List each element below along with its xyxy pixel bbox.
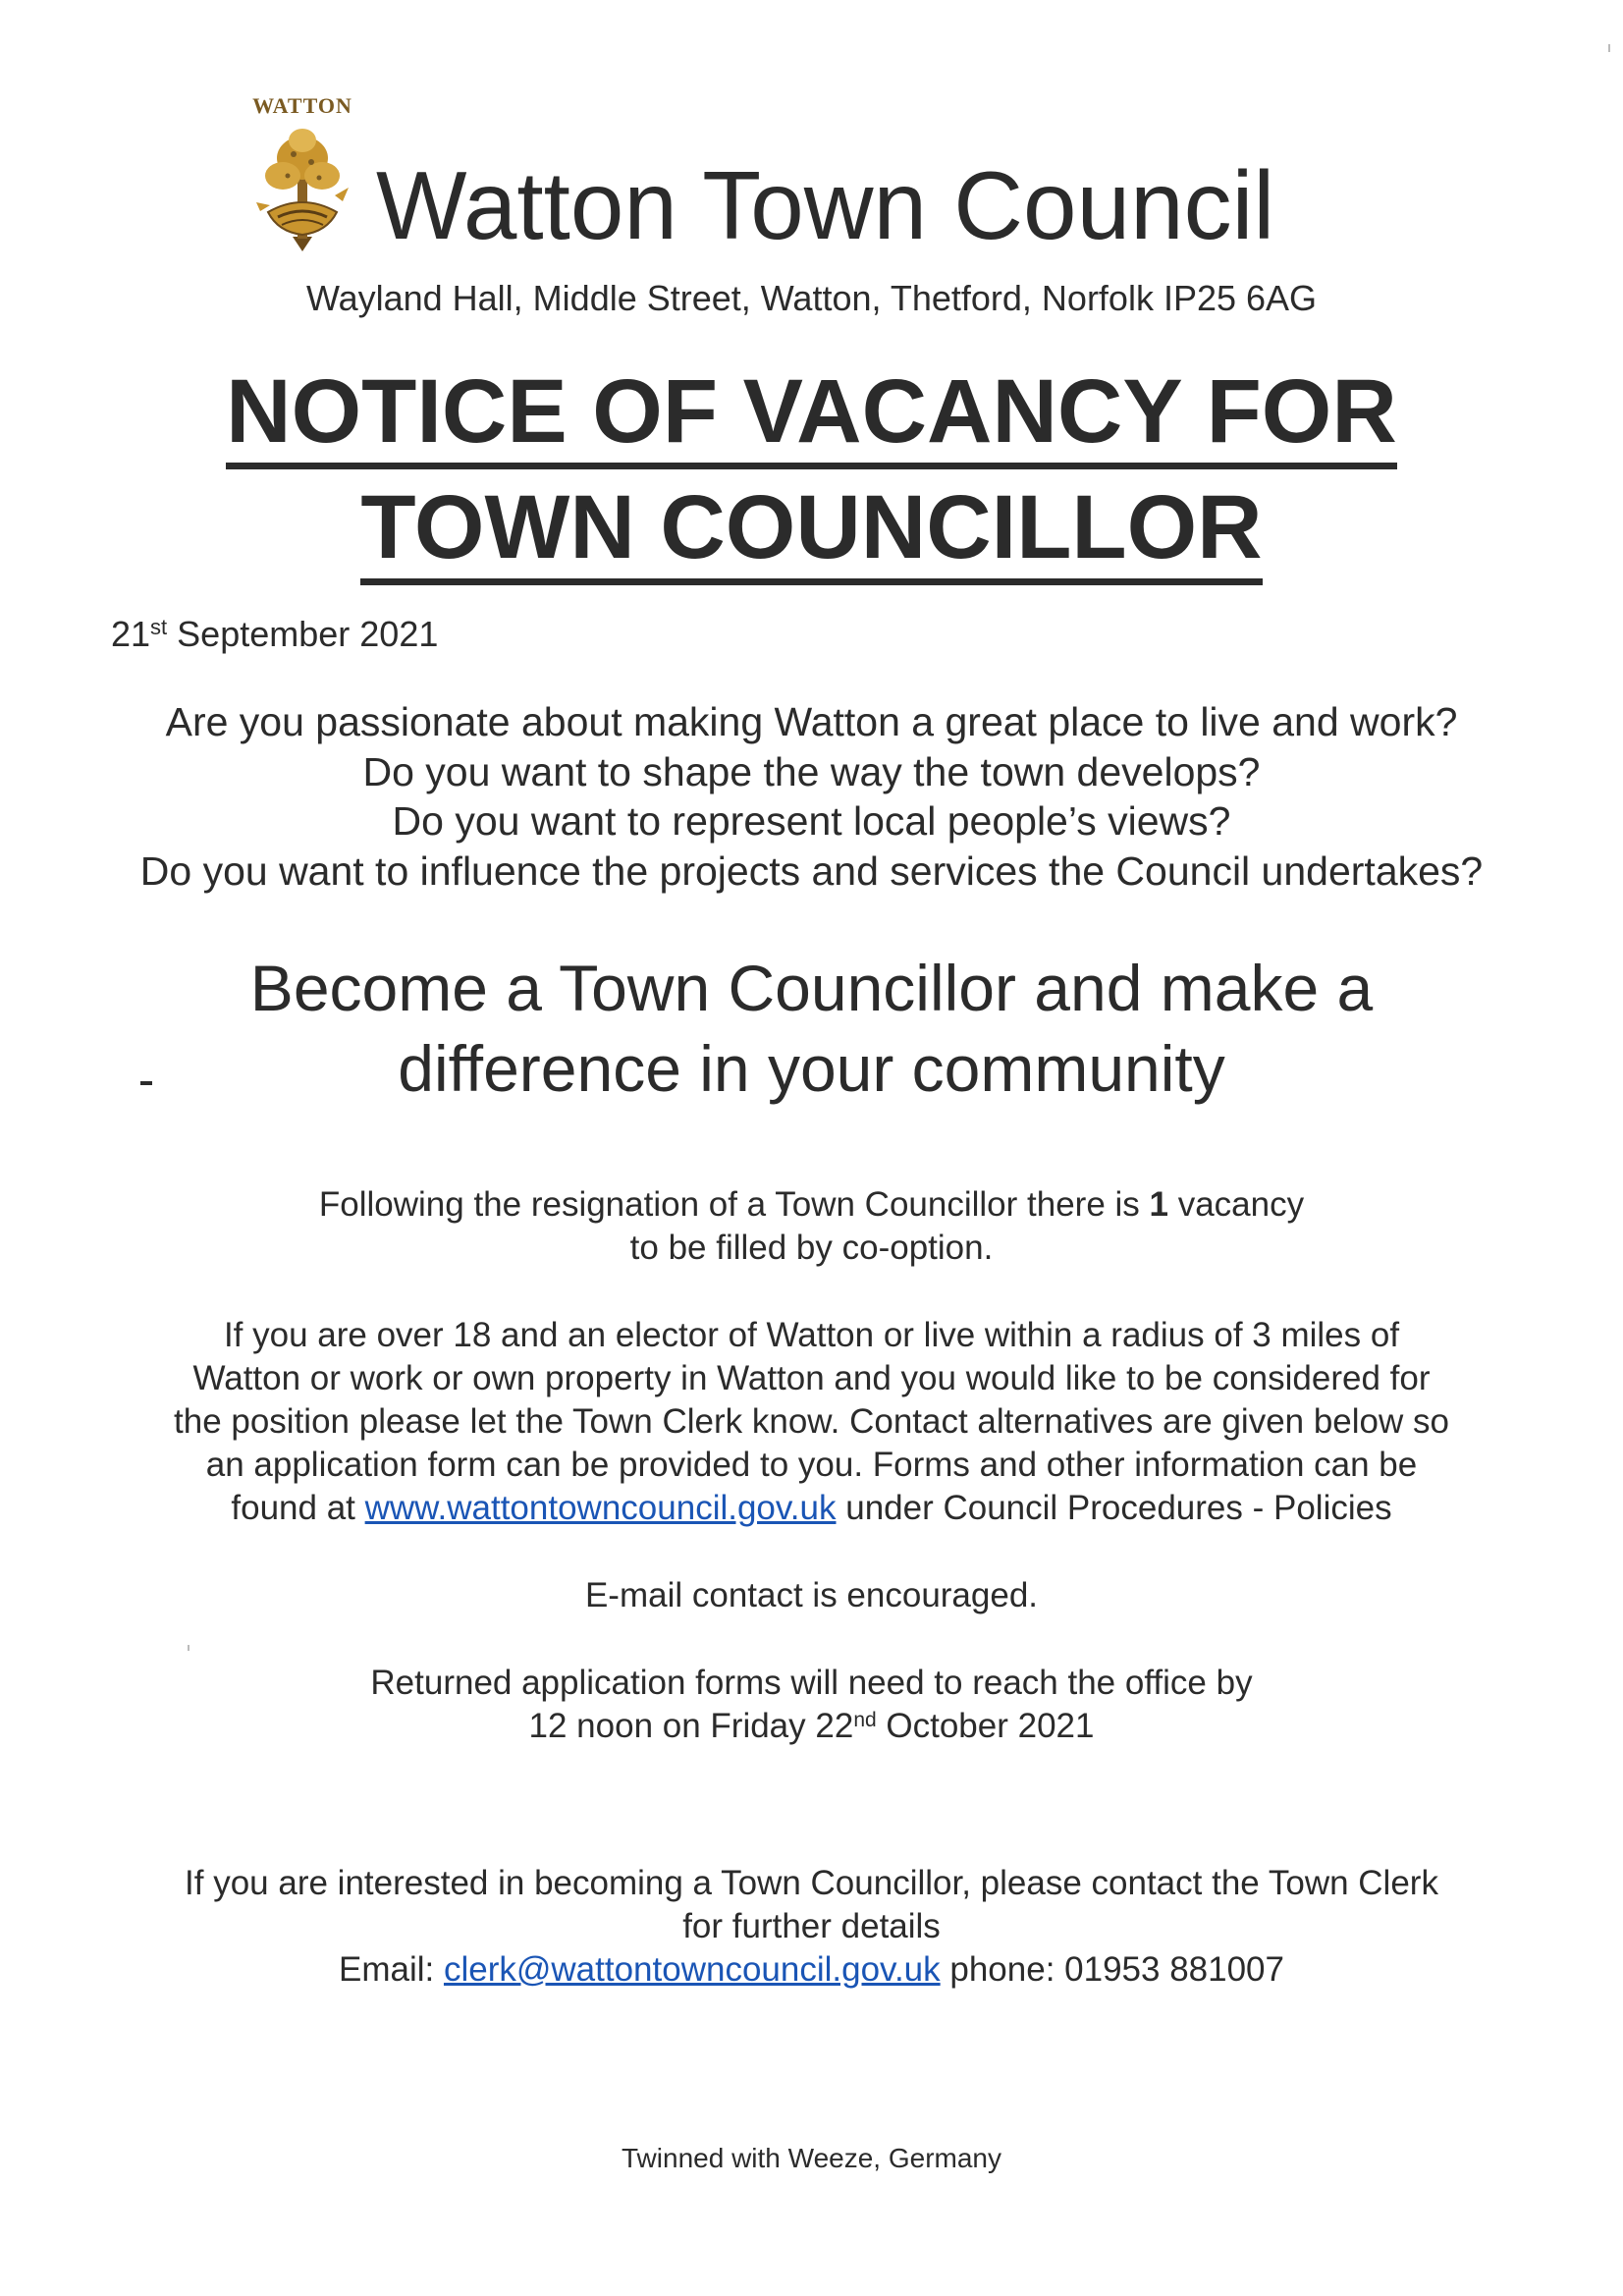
- deadline-line1: Returned application forms will need to reach the office by: [370, 1664, 1253, 1702]
- eligibility-paragraph: [0, 1314, 1623, 1530]
- twinning-footer: Twinned with Weeze, Germany: [622, 2143, 1001, 2173]
- notice-title: [0, 354, 1623, 585]
- date-suffix: st: [150, 615, 168, 639]
- date-rest: September 2021: [167, 614, 439, 654]
- council-crest-logo: [234, 93, 371, 260]
- eligibility-line: the position please let the Town Clerk know. Contact alternatives are given below so: [174, 1402, 1449, 1441]
- scan-speck: [1608, 44, 1610, 52]
- council-name: Watton Town Council: [376, 151, 1275, 259]
- email-note: [0, 1574, 1623, 1617]
- stray-dash-mark: [140, 1081, 152, 1085]
- deadline-paragraph: [0, 1662, 1623, 1748]
- crest-icon: [248, 119, 356, 256]
- eligibility-line: If you are over 18 and an elector of Watton or live within a radius of 3 miles of: [223, 1316, 1400, 1354]
- date-day: 21: [111, 614, 151, 654]
- notice-title-line2: TOWN COUNCILLOR: [360, 480, 1262, 585]
- vacancy-text-before: Following the resignation of a Town Councillor there is: [318, 1185, 1150, 1224]
- notice-title-line1: NOTICE OF VACANCY FOR: [226, 364, 1397, 469]
- email-label: Email:: [339, 1950, 444, 1989]
- deadline-line2-before: 12 noon on Friday 22: [528, 1707, 854, 1745]
- question-line: Do you want to influence the projects and services the Council undertakes?: [139, 847, 1484, 894]
- contact-paragraph: [0, 1862, 1623, 1992]
- vacancy-paragraph: [0, 1183, 1623, 1270]
- vacancy-count: 1: [1149, 1185, 1168, 1224]
- phone-number: 01953 881007: [1064, 1950, 1284, 1989]
- scan-speck: [188, 1645, 189, 1651]
- email-note-text: E-mail contact is encouraged.: [584, 1576, 1039, 1614]
- become-line2: difference in your community: [398, 1032, 1225, 1105]
- phone-label: phone:: [940, 1950, 1065, 1989]
- logo-wordmark: WATTON: [252, 93, 352, 118]
- eligibility-line5-after: under Council Procedures - Policies: [836, 1489, 1392, 1527]
- eligibility-line5-before: found at: [231, 1489, 365, 1527]
- website-link[interactable]: www.wattontowncouncil.gov.uk: [364, 1489, 837, 1527]
- deadline-line2-after: October 2021: [876, 1707, 1095, 1745]
- clerk-email-link[interactable]: clerk@wattontowncouncil.gov.uk: [443, 1950, 941, 1989]
- question-line: Do you want to shape the way the town develops?: [362, 748, 1261, 794]
- become-line1: Become a Town Councillor and make a: [249, 952, 1374, 1024]
- contact-line2: for further details: [682, 1907, 941, 1945]
- deadline-suffix: nd: [853, 1709, 877, 1731]
- question-line: Are you passionate about making Watton a great place to live and work?: [165, 699, 1458, 744]
- become-heading: [0, 948, 1623, 1109]
- eligibility-line: an application form can be provided to you. Forms and other information can be: [205, 1446, 1418, 1484]
- question-line: Do you want to represent local people’s views?: [392, 798, 1231, 844]
- vacancy-text-after: vacancy: [1167, 1185, 1305, 1224]
- vacancy-line2: to be filled by co-option.: [629, 1229, 994, 1267]
- eligibility-line: Watton or work or own property in Watton and you would like to be considered for: [192, 1359, 1431, 1397]
- council-address: Wayland Hall, Middle Street, Watton, Thetford, Norfolk IP25 6AG: [305, 278, 1318, 318]
- contact-line1: If you are interested in becoming a Town Councillor, please contact the Town Clerk: [185, 1864, 1438, 1902]
- notice-date: [111, 614, 438, 655]
- questions-block: [0, 697, 1623, 896]
